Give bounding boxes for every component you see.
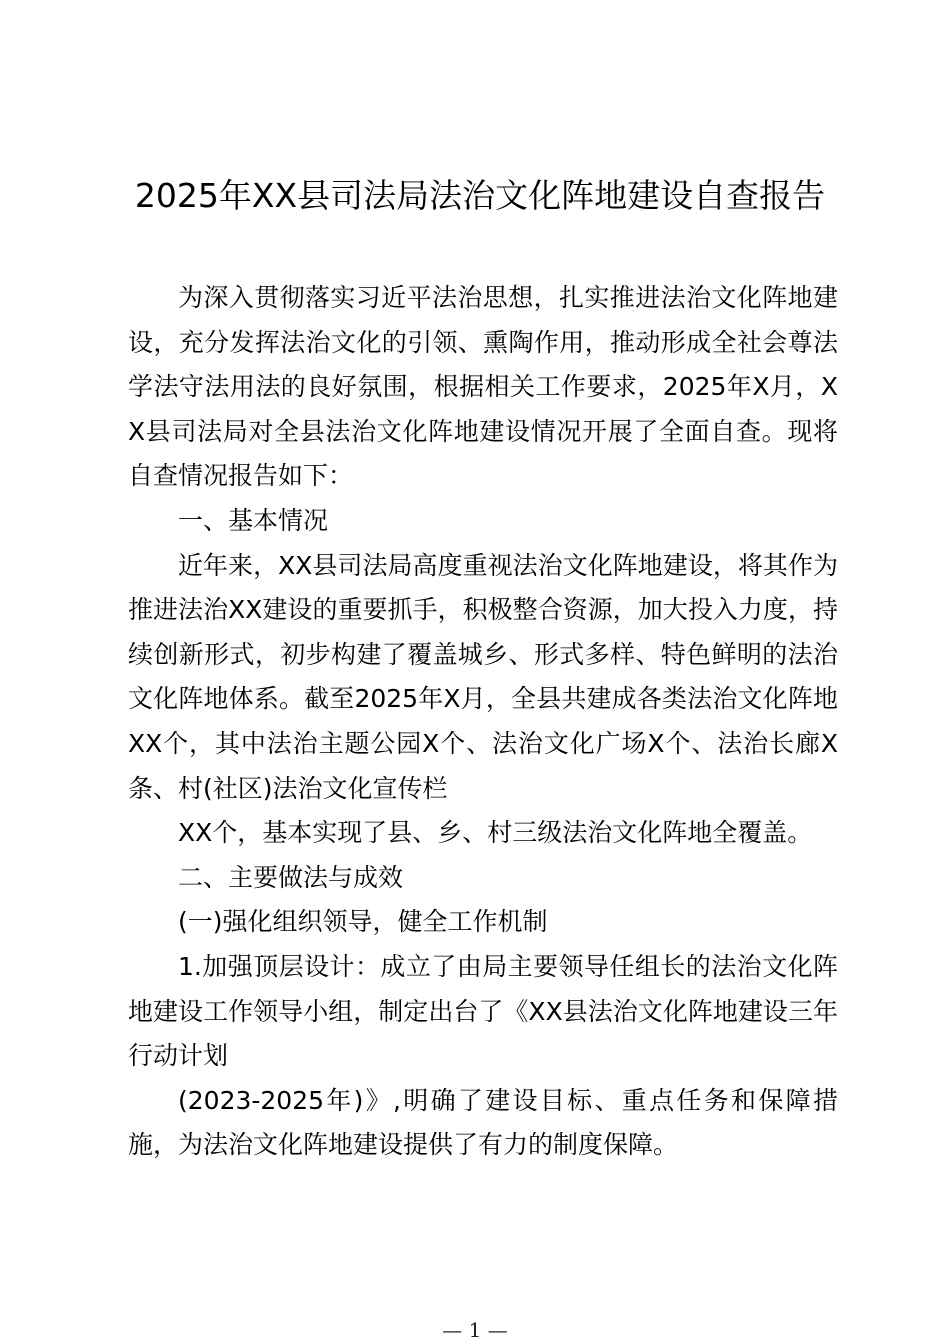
section-heading-main-practices: 二、主要做法与成效 (178, 862, 404, 892)
basic-situation-paragraph: 近年来，XX县司法局高度重视法治文化阵地建设，将其作为推进法治XX建设的重要抓手，积极整合资源，加大投入力度，持续创新形式，初步构建了覆盖城乡、形式多样、特色鲜明的法治文化阵地体系。截至2025年X月，全县共建成各类法治文化阵地XX个，其中法治主题公园X个、法治文化广场X个、法治长廊X条、村(社区)法治文化宣传栏 (128, 550, 838, 803)
item-top-level-design-continuation: (2023-2025年)》,明确了建设目标、重点任务和保障措施，为法治文化阵地建设提供了有力的制度保障。 (128, 1085, 838, 1160)
document-title: 2025年XX县司法局法治文化阵地建设自查报告 (134, 176, 826, 215)
basic-situation-continuation: XX个，基本实现了县、乡、村三级法治文化阵地全覆盖。 (178, 818, 813, 848)
document-body (128, 276, 838, 1168)
item-top-level-design: 1.加强顶层设计：成立了由局主要领导任组长的法治文化阵地建设工作领导小组，制定出台了《XX县法治文化阵地建设三年行动计划 (128, 951, 838, 1071)
page-number: — 1 — (442, 1318, 508, 1342)
section-heading-basic-situation: 一、基本情况 (178, 505, 329, 535)
subsection-heading-organization: (一)强化组织领导，健全工作机制 (178, 907, 548, 937)
intro-paragraph: 为深入贯彻落实习近平法治思想，扎实推进法治文化阵地建设，充分发挥法治文化的引领、熏陶作用，推动形成全社会尊法学法守法用法的良好氛围，根据相关工作要求，2025年X月，XX县司法局对全县法治文化阵地建设情况开展了全面自查。现将自查情况报告如下： (128, 283, 838, 491)
